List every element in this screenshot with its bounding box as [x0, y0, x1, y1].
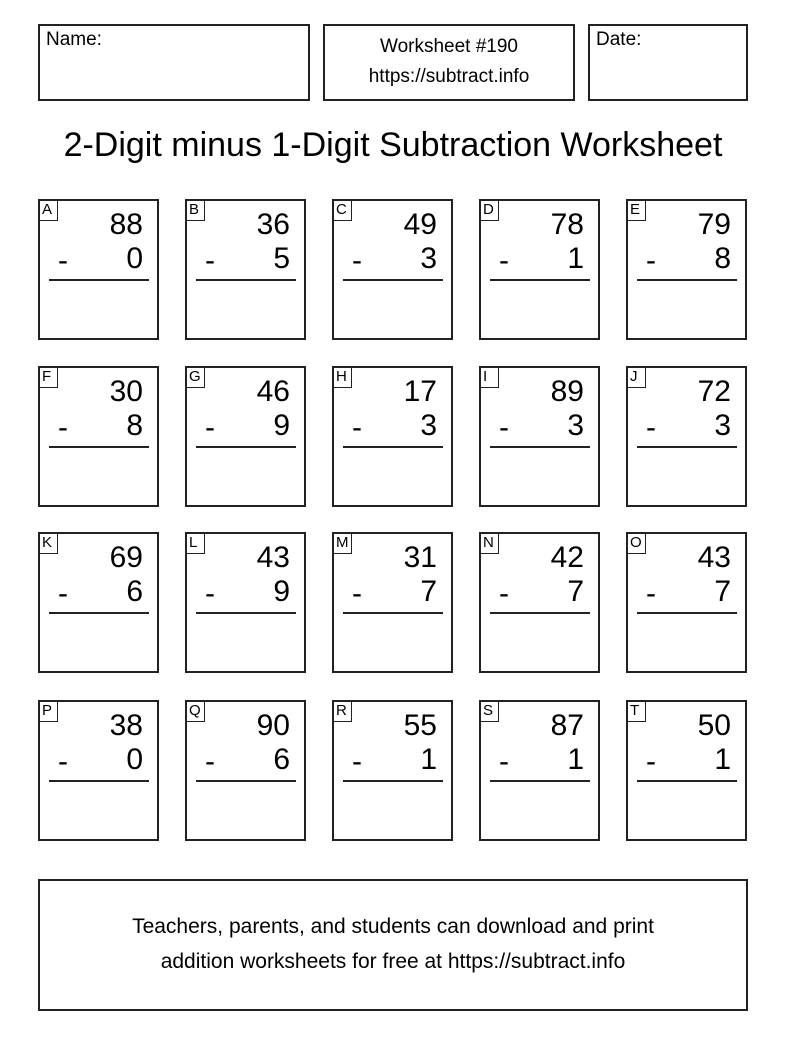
problem-h[interactable] [332, 366, 453, 507]
subtrahend: 7 [567, 575, 584, 608]
problem-label: S [479, 700, 499, 722]
problem-k[interactable] [38, 532, 159, 673]
problem-label: Q [185, 700, 205, 722]
minus-sign: - [646, 745, 656, 778]
answer-line [343, 612, 443, 614]
minus-sign: - [205, 244, 215, 277]
problem-n[interactable] [479, 532, 600, 673]
subtrahend: 1 [420, 743, 437, 776]
answer-line [49, 446, 149, 448]
answer-line [490, 446, 590, 448]
problem-label: T [626, 700, 646, 722]
subtrahend: 0 [126, 743, 143, 776]
problem-r[interactable] [332, 700, 453, 841]
minus-sign: - [205, 745, 215, 778]
problem-m[interactable] [332, 532, 453, 673]
minuend: 79 [697, 208, 731, 241]
minus-sign: - [58, 577, 68, 610]
subtrahend: 7 [714, 575, 731, 608]
answer-line [637, 612, 737, 614]
minus-sign: - [352, 411, 362, 444]
minus-sign: - [352, 745, 362, 778]
problem-q[interactable] [185, 700, 306, 841]
worksheet-number: Worksheet #190 [379, 36, 518, 57]
subtrahend: 3 [420, 242, 437, 275]
subtrahend: 6 [126, 575, 143, 608]
minuend: 38 [109, 709, 143, 742]
minuend: 31 [403, 541, 437, 574]
answer-line [49, 612, 149, 614]
problem-o[interactable] [626, 532, 747, 673]
subtrahend: 7 [420, 575, 437, 608]
problem-label: O [626, 532, 646, 554]
answer-line [196, 780, 296, 782]
problem-label: J [626, 366, 646, 388]
minus-sign: - [646, 411, 656, 444]
minuend: 42 [550, 541, 584, 574]
problem-label: N [479, 532, 499, 554]
minuend: 46 [256, 375, 290, 408]
answer-line [637, 780, 737, 782]
minuend: 89 [550, 375, 584, 408]
minus-sign: - [499, 577, 509, 610]
subtrahend: 1 [714, 743, 731, 776]
answer-line [196, 612, 296, 614]
footer-note [38, 879, 748, 1011]
minus-sign: - [205, 577, 215, 610]
subtrahend: 6 [273, 743, 290, 776]
answer-line [637, 279, 737, 281]
problem-label: R [332, 700, 352, 722]
subtrahend: 3 [567, 409, 584, 442]
answer-line [490, 279, 590, 281]
problem-c[interactable] [332, 199, 453, 340]
worksheet-url: https://subtract.info [368, 66, 530, 87]
subtrahend: 5 [273, 242, 290, 275]
problem-label: A [38, 199, 58, 221]
minuend: 72 [697, 375, 731, 408]
minus-sign: - [646, 577, 656, 610]
problem-t[interactable] [626, 700, 747, 841]
problem-j[interactable] [626, 366, 747, 507]
problem-a[interactable] [38, 199, 159, 340]
answer-line [49, 279, 149, 281]
minuend: 78 [550, 208, 584, 241]
date-label: Date: [596, 29, 642, 50]
minus-sign: - [499, 745, 509, 778]
minus-sign: - [58, 411, 68, 444]
minus-sign: - [499, 244, 509, 277]
subtrahend: 1 [567, 242, 584, 275]
problem-label: F [38, 366, 58, 388]
problem-label: K [38, 532, 58, 554]
minus-sign: - [205, 411, 215, 444]
subtrahend: 8 [126, 409, 143, 442]
minuend: 36 [256, 208, 290, 241]
problem-label: M [332, 532, 352, 554]
minuend: 90 [256, 709, 290, 742]
footer-line-2: addition worksheets for free at https://subtract.info [160, 950, 626, 973]
answer-line [343, 780, 443, 782]
minuend: 88 [109, 208, 143, 241]
minuend: 69 [109, 541, 143, 574]
problem-s[interactable] [479, 700, 600, 841]
problem-label: C [332, 199, 352, 221]
minuend: 50 [697, 709, 731, 742]
minus-sign: - [58, 244, 68, 277]
minuend: 17 [403, 375, 437, 408]
answer-line [343, 279, 443, 281]
problem-label: P [38, 700, 58, 722]
minus-sign: - [352, 244, 362, 277]
answer-line [343, 446, 443, 448]
subtrahend: 1 [567, 743, 584, 776]
problem-l[interactable] [185, 532, 306, 673]
problem-i[interactable] [479, 366, 600, 507]
answer-line [196, 279, 296, 281]
answer-line [490, 780, 590, 782]
minus-sign: - [499, 411, 509, 444]
problem-p[interactable] [38, 700, 159, 841]
minus-sign: - [352, 577, 362, 610]
minuend: 30 [109, 375, 143, 408]
subtrahend: 9 [273, 575, 290, 608]
problem-label: B [185, 199, 205, 221]
page-title: 2-Digit minus 1-Digit Subtraction Worksheet [63, 126, 723, 164]
subtrahend: 9 [273, 409, 290, 442]
problem-label: H [332, 366, 352, 388]
subtrahend: 0 [126, 242, 143, 275]
minuend: 55 [403, 709, 437, 742]
subtrahend: 3 [714, 409, 731, 442]
problem-d[interactable] [479, 199, 600, 340]
problem-label: D [479, 199, 499, 221]
subtrahend: 8 [714, 242, 731, 275]
problem-label: G [185, 366, 205, 388]
minuend: 43 [256, 541, 290, 574]
problem-label: L [185, 532, 205, 554]
answer-line [49, 780, 149, 782]
problem-g[interactable] [185, 366, 306, 507]
problem-b[interactable] [185, 199, 306, 340]
name-label: Name: [46, 29, 102, 50]
answer-line [196, 446, 296, 448]
problem-label: E [626, 199, 646, 221]
problem-f[interactable] [38, 366, 159, 507]
minus-sign: - [58, 745, 68, 778]
problem-e[interactable] [626, 199, 747, 340]
problem-label: I [479, 366, 499, 388]
minus-sign: - [646, 244, 656, 277]
minuend: 49 [403, 208, 437, 241]
answer-line [637, 446, 737, 448]
footer-line-1: Teachers, parents, and students can download and print [132, 915, 654, 938]
subtrahend: 3 [420, 409, 437, 442]
answer-line [490, 612, 590, 614]
minuend: 43 [697, 541, 731, 574]
minuend: 87 [550, 709, 584, 742]
